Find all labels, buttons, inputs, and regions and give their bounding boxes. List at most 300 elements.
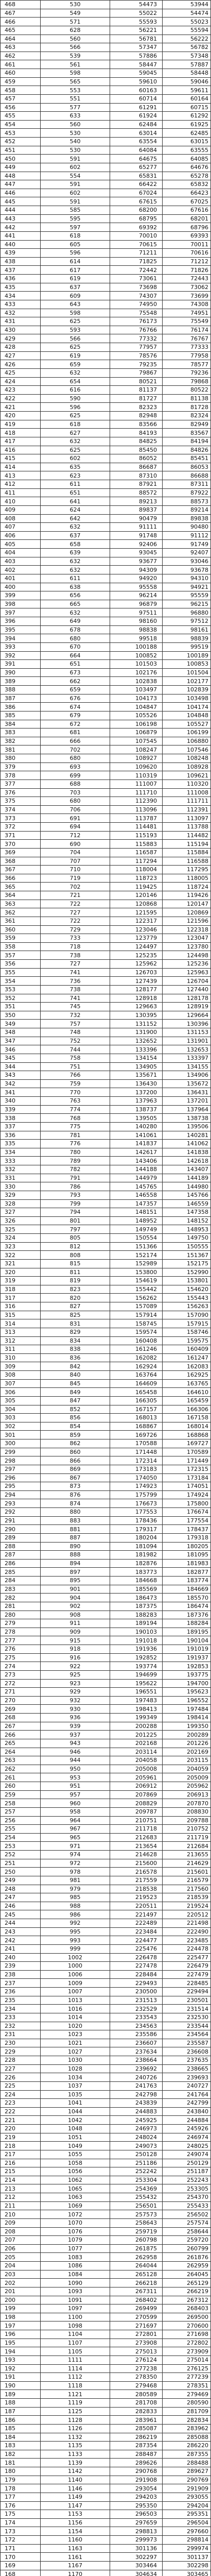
rank-cell: 183774 bbox=[163, 1577, 211, 1585]
count-cell: 904 bbox=[41, 1594, 110, 1602]
rank-cell: 201226 bbox=[163, 1739, 211, 1748]
count-cell: 874 bbox=[41, 1499, 110, 1508]
cumulative-cell: 105526 bbox=[110, 711, 163, 720]
cumulative-cell: 89213 bbox=[110, 497, 163, 506]
cumulative-cell: 111710 bbox=[110, 788, 163, 797]
cumulative-cell: 277238 bbox=[110, 2364, 163, 2373]
score-cell: 365 bbox=[1, 883, 41, 891]
cumulative-cell: 73698 bbox=[110, 283, 163, 292]
score-cell: 406 bbox=[1, 531, 41, 540]
score-cell: 308 bbox=[1, 1371, 41, 1380]
cumulative-cell: 178436 bbox=[110, 1516, 163, 1525]
table-row bbox=[1, 360, 211, 369]
score-cell: 172 bbox=[1, 2536, 41, 2545]
score-cell: 443 bbox=[1, 214, 41, 223]
table-row bbox=[1, 1679, 211, 1688]
table-row bbox=[1, 2561, 211, 2570]
cumulative-cell: 233543 bbox=[110, 2013, 163, 2022]
rank-cell: 66423 bbox=[163, 189, 211, 197]
rank-cell: 91749 bbox=[163, 540, 211, 549]
rank-cell: 260799 bbox=[163, 2244, 211, 2253]
cumulative-cell: 73061 bbox=[110, 275, 163, 283]
score-cell: 241 bbox=[1, 1944, 41, 1953]
table-row bbox=[1, 1731, 211, 1739]
count-cell: 1119 bbox=[41, 2399, 110, 2408]
table-row bbox=[1, 412, 211, 420]
count-cell: 1041 bbox=[41, 2099, 110, 2108]
table-row bbox=[1, 720, 211, 728]
table-row bbox=[1, 2099, 211, 2108]
score-cell: 377 bbox=[1, 779, 41, 788]
score-cell: 344 bbox=[1, 1062, 41, 1071]
table-row bbox=[1, 317, 211, 326]
table-row bbox=[1, 2133, 211, 2142]
score-cell: 236 bbox=[1, 1988, 41, 1996]
score-cell: 171 bbox=[1, 2544, 41, 2553]
score-cell: 322 bbox=[1, 1251, 41, 1260]
cumulative-cell: 74307 bbox=[110, 292, 163, 300]
count-cell: 680 bbox=[41, 634, 110, 643]
score-cell: 292 bbox=[1, 1508, 41, 1517]
rank-cell: 179318 bbox=[163, 1533, 211, 1542]
count-cell: 633 bbox=[41, 112, 110, 121]
table-row bbox=[1, 2338, 211, 2347]
rank-cell: 93046 bbox=[163, 557, 211, 566]
table-row bbox=[1, 1996, 211, 2005]
score-cell: 462 bbox=[1, 52, 41, 60]
table-row bbox=[1, 172, 211, 180]
cumulative-cell: 131152 bbox=[110, 1020, 163, 1028]
table-row bbox=[1, 403, 211, 412]
cumulative-cell: 76173 bbox=[110, 317, 163, 326]
table-row bbox=[1, 1319, 211, 1328]
cumulative-cell: 222489 bbox=[110, 1919, 163, 1928]
score-cell: 440 bbox=[1, 240, 41, 249]
cumulative-cell: 84193 bbox=[110, 429, 163, 437]
count-cell: 678 bbox=[41, 625, 110, 634]
table-row bbox=[1, 1268, 211, 1277]
score-cell: 432 bbox=[1, 309, 41, 317]
cumulative-cell: 298813 bbox=[110, 2527, 163, 2536]
cumulative-cell: 64675 bbox=[110, 155, 163, 163]
score-cell: 374 bbox=[1, 805, 41, 814]
rank-cell: 268403 bbox=[163, 2304, 211, 2313]
rank-cell: 192853 bbox=[163, 1662, 211, 1671]
count-cell: 627 bbox=[41, 429, 110, 437]
rank-cell: 89214 bbox=[163, 505, 211, 514]
count-cell: 1079 bbox=[41, 2236, 110, 2245]
count-cell: 530 bbox=[41, 1, 110, 9]
score-cell: 339 bbox=[1, 1105, 41, 1114]
score-cell: 239 bbox=[1, 1962, 41, 1971]
score-cell: 326 bbox=[1, 1216, 41, 1225]
rank-cell: 90480 bbox=[163, 523, 211, 532]
rank-cell: 94921 bbox=[163, 583, 211, 591]
rank-cell: 203115 bbox=[163, 1756, 211, 1765]
rank-cell: 61292 bbox=[163, 112, 211, 121]
table-row bbox=[1, 1756, 211, 1765]
count-cell: 854 bbox=[41, 1422, 110, 1431]
rank-cell: 236608 bbox=[163, 2047, 211, 2056]
score-cell: 215 bbox=[1, 2167, 41, 2176]
count-cell: 768 bbox=[41, 1114, 110, 1123]
rank-cell: 69393 bbox=[163, 231, 211, 240]
count-cell: 738 bbox=[41, 985, 110, 994]
count-cell: 722 bbox=[41, 900, 110, 908]
rank-cell: 273909 bbox=[163, 2347, 211, 2356]
count-cell: 930 bbox=[41, 1705, 110, 1714]
rank-cell: 126704 bbox=[163, 977, 211, 986]
count-cell: 744 bbox=[41, 1045, 110, 1054]
score-cell: 383 bbox=[1, 728, 41, 737]
count-cell: 985 bbox=[41, 1893, 110, 1902]
score-cell: 170 bbox=[1, 2553, 41, 2562]
rank-cell: 170589 bbox=[163, 1448, 211, 1456]
rank-cell: 244884 bbox=[163, 2116, 211, 2125]
table-row bbox=[1, 1405, 211, 1414]
rank-cell: 194700 bbox=[163, 1679, 211, 1688]
cumulative-cell: 77332 bbox=[110, 334, 163, 343]
table-row bbox=[1, 2484, 211, 2493]
count-cell: 1076 bbox=[41, 2227, 110, 2236]
cumulative-cell: 224477 bbox=[110, 1936, 163, 1945]
rank-cell: 140281 bbox=[163, 1131, 211, 1140]
table-row bbox=[1, 197, 211, 206]
table-row bbox=[1, 1533, 211, 1542]
table-row bbox=[1, 2330, 211, 2339]
count-cell: 1132 bbox=[41, 2433, 110, 2442]
rank-cell: 79868 bbox=[163, 377, 211, 386]
table-row bbox=[1, 549, 211, 557]
table-row bbox=[1, 214, 211, 223]
count-cell: 972 bbox=[41, 1859, 110, 1868]
score-cell: 231 bbox=[1, 2030, 41, 2039]
rank-cell: 80522 bbox=[163, 386, 211, 395]
rank-cell: 148953 bbox=[163, 1225, 211, 1234]
cumulative-cell: 252242 bbox=[110, 2167, 163, 2176]
rank-cell: 117295 bbox=[163, 866, 211, 874]
rank-cell: 100189 bbox=[163, 651, 211, 660]
score-cell: 407 bbox=[1, 523, 41, 532]
count-cell: 598 bbox=[41, 69, 110, 78]
score-cell: 439 bbox=[1, 249, 41, 258]
cumulative-cell: 62484 bbox=[110, 120, 163, 129]
table-row bbox=[1, 283, 211, 292]
rank-cell: 86688 bbox=[163, 471, 211, 480]
count-cell: 540 bbox=[41, 138, 110, 146]
count-cell: 1056 bbox=[41, 2167, 110, 2176]
count-cell: 775 bbox=[41, 1122, 110, 1131]
score-cell: 363 bbox=[1, 900, 41, 908]
rank-cell: 156263 bbox=[163, 1302, 211, 1311]
table-row bbox=[1, 1182, 211, 1191]
score-cell: 281 bbox=[1, 1602, 41, 1611]
score-cell: 331 bbox=[1, 1174, 41, 1182]
score-cell: 435 bbox=[1, 283, 41, 292]
cumulative-cell: 288487 bbox=[110, 2450, 163, 2459]
rank-cell: 180205 bbox=[163, 1542, 211, 1551]
count-cell: 614 bbox=[41, 257, 110, 266]
count-cell: 937 bbox=[41, 1731, 110, 1739]
cumulative-cell: 106198 bbox=[110, 720, 163, 728]
rank-cell: 110320 bbox=[163, 779, 211, 788]
table-row bbox=[1, 1944, 211, 1953]
score-cell: 294 bbox=[1, 1490, 41, 1499]
score-cell: 226 bbox=[1, 2073, 41, 2082]
rank-cell: 98161 bbox=[163, 625, 211, 634]
cumulative-cell: 82948 bbox=[110, 412, 163, 420]
cumulative-cell: 149749 bbox=[110, 1225, 163, 1234]
rank-cell: 86053 bbox=[163, 463, 211, 471]
rank-cell: 164610 bbox=[163, 1388, 211, 1397]
score-cell: 401 bbox=[1, 574, 41, 583]
rank-cell: 301137 bbox=[163, 2553, 211, 2562]
score-cell: 442 bbox=[1, 223, 41, 232]
cumulative-cell: 81727 bbox=[110, 394, 163, 403]
count-cell: 632 bbox=[41, 557, 110, 566]
rank-cell: 81728 bbox=[163, 403, 211, 412]
count-cell: 641 bbox=[41, 497, 110, 506]
score-cell: 245 bbox=[1, 1910, 41, 1919]
score-cell: 386 bbox=[1, 703, 41, 711]
count-cell: 666 bbox=[41, 737, 110, 745]
count-cell: 593 bbox=[41, 326, 110, 334]
count-cell: 628 bbox=[41, 26, 110, 35]
cumulative-cell: 259719 bbox=[110, 2227, 163, 2236]
cumulative-cell: 160408 bbox=[110, 1336, 163, 1345]
cumulative-cell: 291908 bbox=[110, 2476, 163, 2484]
rank-cell: 123780 bbox=[163, 942, 211, 951]
count-cell: 1037 bbox=[41, 2081, 110, 2090]
table-row bbox=[1, 1448, 211, 1456]
cumulative-cell: 54473 bbox=[110, 1, 163, 9]
table-row bbox=[1, 446, 211, 454]
score-cell: 221 bbox=[1, 2116, 41, 2125]
cumulative-cell: 162082 bbox=[110, 1353, 163, 1362]
rank-cell: 104848 bbox=[163, 711, 211, 720]
cumulative-cell: 91111 bbox=[110, 523, 163, 532]
rank-cell: 95559 bbox=[163, 591, 211, 600]
count-cell: 721 bbox=[41, 891, 110, 900]
table-row bbox=[1, 2553, 211, 2562]
cumulative-cell: 106879 bbox=[110, 728, 163, 737]
table-row bbox=[1, 600, 211, 608]
cumulative-cell: 195622 bbox=[110, 1679, 163, 1688]
cumulative-cell: 266218 bbox=[110, 2279, 163, 2287]
cumulative-cell: 77957 bbox=[110, 343, 163, 352]
score-cell: 381 bbox=[1, 745, 41, 754]
cumulative-cell: 244883 bbox=[110, 2107, 163, 2116]
score-cell: 235 bbox=[1, 1996, 41, 2005]
score-cell: 334 bbox=[1, 1148, 41, 1157]
score-cell: 174 bbox=[1, 2518, 41, 2527]
cumulative-cell: 145765 bbox=[110, 1182, 163, 1191]
score-cell: 410 bbox=[1, 497, 41, 506]
cumulative-cell: 61924 bbox=[110, 112, 163, 121]
rank-cell: 251187 bbox=[163, 2167, 211, 2176]
rank-cell: 214629 bbox=[163, 1859, 211, 1868]
table-row bbox=[1, 1302, 211, 1311]
rank-cell: 109621 bbox=[163, 771, 211, 780]
cumulative-cell: 60714 bbox=[110, 94, 163, 103]
rank-cell: 262959 bbox=[163, 2262, 211, 2270]
table-row bbox=[1, 1140, 211, 1148]
count-cell: 738 bbox=[41, 951, 110, 960]
cumulative-cell: 100852 bbox=[110, 651, 163, 660]
count-cell: 694 bbox=[41, 823, 110, 832]
count-cell: 847 bbox=[41, 1396, 110, 1405]
cumulative-cell: 205008 bbox=[110, 1765, 163, 1773]
count-cell: 965 bbox=[41, 1833, 110, 1842]
score-cell: 446 bbox=[1, 189, 41, 197]
score-cell: 441 bbox=[1, 231, 41, 240]
score-cell: 176 bbox=[1, 2501, 41, 2510]
table-row bbox=[1, 1636, 211, 1645]
cumulative-cell: 226478 bbox=[110, 1953, 163, 1962]
rank-cell: 73062 bbox=[163, 283, 211, 292]
cumulative-cell: 171448 bbox=[110, 1448, 163, 1456]
rank-cell: 120147 bbox=[163, 900, 211, 908]
cumulative-cell: 162924 bbox=[110, 1362, 163, 1371]
table-row bbox=[1, 831, 211, 840]
rank-cell: 224478 bbox=[163, 1944, 211, 1953]
rank-cell: 212684 bbox=[163, 1842, 211, 1851]
count-cell: 1146 bbox=[41, 2484, 110, 2493]
cumulative-cell: 164609 bbox=[110, 1379, 163, 1388]
count-cell: 656 bbox=[41, 591, 110, 600]
rank-cell: 219524 bbox=[163, 1902, 211, 1910]
rank-cell: 144189 bbox=[163, 1174, 211, 1182]
table-row bbox=[1, 1962, 211, 1971]
rank-cell: 71212 bbox=[163, 257, 211, 266]
cumulative-cell: 76766 bbox=[110, 326, 163, 334]
table-row bbox=[1, 2433, 211, 2442]
score-cell: 359 bbox=[1, 934, 41, 943]
rank-cell: 185570 bbox=[163, 1594, 211, 1602]
score-cell: 224 bbox=[1, 2090, 41, 2099]
score-cell: 351 bbox=[1, 1003, 41, 1011]
rank-cell: 83567 bbox=[163, 429, 211, 437]
rank-cell: 133397 bbox=[163, 1054, 211, 1062]
rank-cell: 293055 bbox=[163, 2493, 211, 2501]
cumulative-cell: 112390 bbox=[110, 797, 163, 806]
count-cell: 623 bbox=[41, 471, 110, 480]
table-row bbox=[1, 857, 211, 866]
cumulative-cell: 230500 bbox=[110, 1988, 163, 1996]
count-cell: 925 bbox=[41, 1670, 110, 1679]
rank-cell: 176674 bbox=[163, 1508, 211, 1517]
cumulative-cell: 89837 bbox=[110, 505, 163, 514]
count-cell: 918 bbox=[41, 1645, 110, 1654]
rank-cell: 146559 bbox=[163, 1199, 211, 1208]
score-cell: 228 bbox=[1, 2056, 41, 2065]
score-cell: 461 bbox=[1, 60, 41, 69]
table-row bbox=[1, 797, 211, 806]
table-row bbox=[1, 1311, 211, 1319]
table-row bbox=[1, 1362, 211, 1371]
rank-cell: 250129 bbox=[163, 2159, 211, 2167]
count-cell: 869 bbox=[41, 1465, 110, 1473]
rank-cell: 63015 bbox=[163, 138, 211, 146]
score-cell: 185 bbox=[1, 2424, 41, 2433]
count-cell: 659 bbox=[41, 360, 110, 369]
score-cell: 184 bbox=[1, 2433, 41, 2442]
score-cell: 254 bbox=[1, 1833, 41, 1842]
count-cell: 665 bbox=[41, 600, 110, 608]
rank-cell: 297660 bbox=[163, 2527, 211, 2536]
rank-cell: 269500 bbox=[163, 2313, 211, 2321]
cumulative-cell: 70615 bbox=[110, 240, 163, 249]
rank-cell: 135672 bbox=[163, 1079, 211, 1088]
score-cell: 376 bbox=[1, 788, 41, 797]
score-cell: 191 bbox=[1, 2373, 41, 2382]
cumulative-cell: 188283 bbox=[110, 1611, 163, 1619]
score-cell: 343 bbox=[1, 1071, 41, 1080]
rank-cell: 181095 bbox=[163, 1551, 211, 1560]
score-cell: 320 bbox=[1, 1268, 41, 1277]
score-cell: 208 bbox=[1, 2227, 41, 2236]
count-cell: 820 bbox=[41, 1294, 110, 1302]
rank-cell: 267312 bbox=[163, 2296, 211, 2304]
rank-cell: 141838 bbox=[163, 1148, 211, 1157]
score-cell: 341 bbox=[1, 1088, 41, 1097]
table-row bbox=[1, 69, 211, 78]
count-cell: 1140 bbox=[41, 2476, 110, 2484]
table-row bbox=[1, 1088, 211, 1097]
cumulative-cell: 94309 bbox=[110, 566, 163, 574]
score-cell: 342 bbox=[1, 1079, 41, 1088]
cumulative-cell: 304634 bbox=[110, 2570, 163, 2576]
rank-cell: 105527 bbox=[163, 720, 211, 728]
cumulative-cell: 192852 bbox=[110, 1653, 163, 1662]
cumulative-cell: 102838 bbox=[110, 677, 163, 686]
rank-cell: 103498 bbox=[163, 694, 211, 703]
cumulative-cell: 281708 bbox=[110, 2399, 163, 2408]
table-row bbox=[1, 1722, 211, 1731]
rank-cell: 225477 bbox=[163, 1953, 211, 1962]
count-cell: 929 bbox=[41, 1688, 110, 1697]
table-row bbox=[1, 120, 211, 129]
table-row bbox=[1, 1825, 211, 1834]
cumulative-cell: 210751 bbox=[110, 1816, 163, 1825]
score-cell: 210 bbox=[1, 2210, 41, 2219]
rank-cell: 147358 bbox=[163, 1208, 211, 1217]
table-row bbox=[1, 351, 211, 360]
table-row bbox=[1, 463, 211, 471]
count-cell: 789 bbox=[41, 1157, 110, 1165]
rank-cell: 200289 bbox=[163, 1731, 211, 1739]
table-row bbox=[1, 2544, 211, 2553]
score-cell: 264 bbox=[1, 1748, 41, 1756]
table-row bbox=[1, 2270, 211, 2279]
score-cell: 243 bbox=[1, 1927, 41, 1936]
table-row bbox=[1, 1422, 211, 1431]
cumulative-cell: 206912 bbox=[110, 1782, 163, 1791]
count-cell: 679 bbox=[41, 711, 110, 720]
count-cell: 862 bbox=[41, 1439, 110, 1448]
table-row bbox=[1, 1910, 211, 1919]
cumulative-cell: 204058 bbox=[110, 1756, 163, 1765]
table-row bbox=[1, 651, 211, 660]
table-row bbox=[1, 1465, 211, 1473]
rank-cell: 193775 bbox=[163, 1670, 211, 1679]
table-row bbox=[1, 112, 211, 121]
table-row bbox=[1, 2047, 211, 2056]
score-cell: 415 bbox=[1, 454, 41, 463]
rank-cell: 199350 bbox=[163, 1722, 211, 1731]
rank-cell: 210752 bbox=[163, 1825, 211, 1834]
score-cell: 219 bbox=[1, 2133, 41, 2142]
